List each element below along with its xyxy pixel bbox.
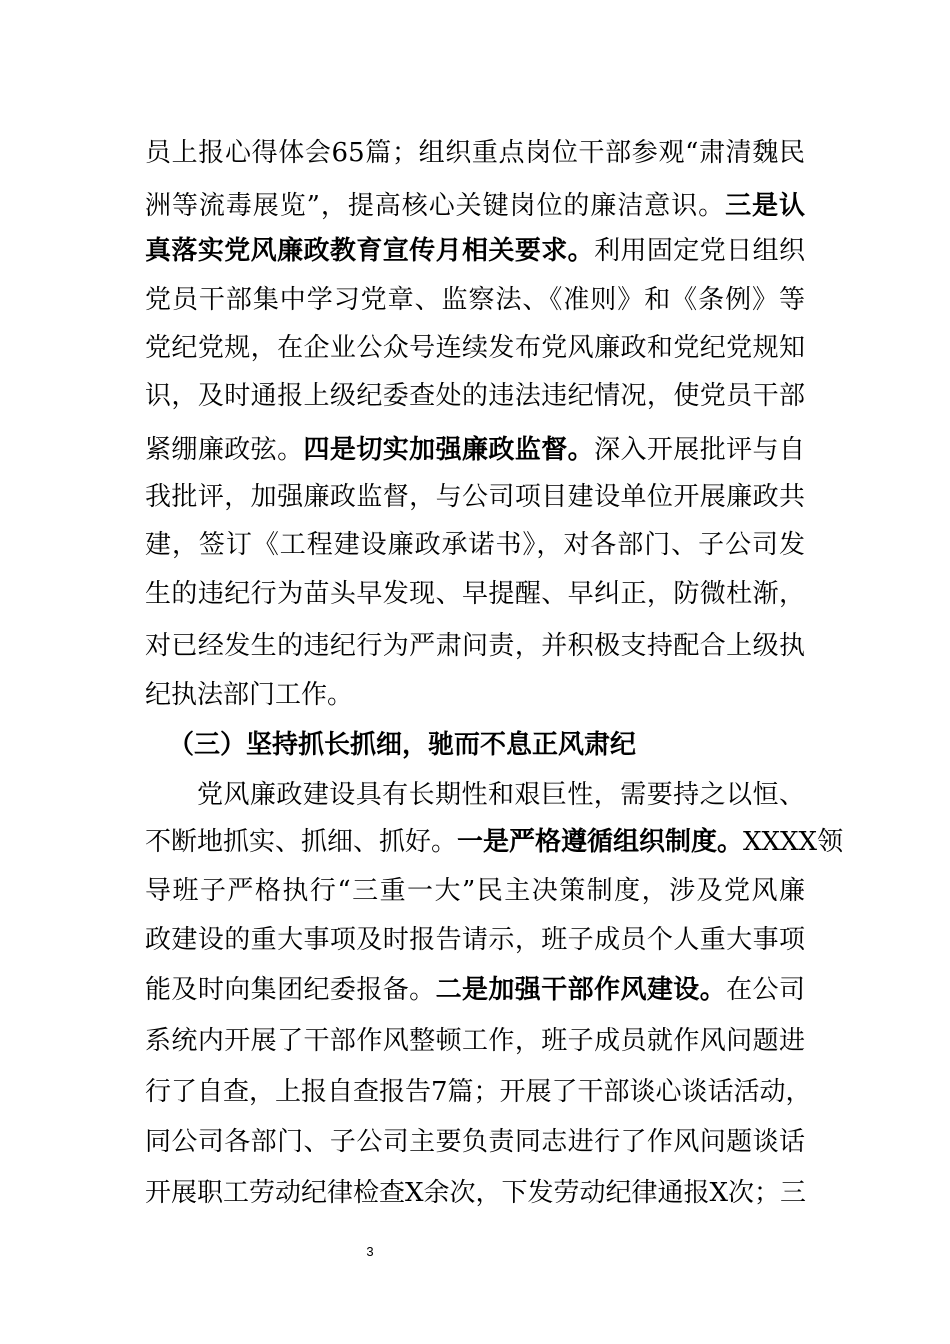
body-line bbox=[145, 970, 805, 1010]
emphasis-text: 三是认 bbox=[725, 191, 805, 221]
body-line bbox=[145, 920, 805, 960]
text-run: 识，及时通报上级纪委查处的违法违纪情况，使党员干部 bbox=[145, 381, 805, 411]
text-run: 能及时向集团纪委报备。 bbox=[145, 975, 436, 1005]
body-line bbox=[145, 280, 805, 320]
text-run: 洲等流毒展览”，提高核心关键岗位的廉洁意识。 bbox=[145, 191, 726, 221]
body-line bbox=[145, 626, 805, 666]
body-line bbox=[145, 1173, 805, 1213]
text-run: 不断地抓实、抓细、抓好。 bbox=[145, 827, 458, 857]
text-run: 党风廉政建设具有长期性和艰巨性，需要持之以恒、 bbox=[197, 780, 805, 810]
emphasis-text: 四是切实加强廉政监督。 bbox=[303, 435, 595, 465]
text-run: XXXX领 bbox=[743, 827, 844, 857]
body-line bbox=[145, 1122, 805, 1162]
text-run: 我批评，加强廉政监督，与公司项目建设单位开展廉政共 bbox=[145, 482, 805, 512]
text-run: 深入开展批评与自 bbox=[594, 435, 805, 465]
text-run: 党纪党规，在企业公众号连续发布党风廉政和党纪党规知 bbox=[145, 333, 805, 363]
text-run: 系统内开展了干部作风整顿工作，班子成员就作风问题进 bbox=[145, 1026, 805, 1056]
text-run: 生的违纪行为苗头早发现、早提醒、早纠正，防微杜渐， bbox=[145, 579, 805, 609]
text-run: 同公司各部门、子公司主要负责同志进行了作风问题谈话 bbox=[145, 1127, 805, 1157]
text-run: 行了自查，上报自查报告7篇；开展了干部谈心谈话活动， bbox=[145, 1077, 812, 1107]
body-line bbox=[145, 328, 805, 368]
body-line bbox=[145, 477, 805, 517]
body-line bbox=[145, 871, 805, 911]
body-line bbox=[145, 1072, 812, 1112]
text-run: 导班子严格执行“三重一大”民主决策制度，涉及党风廉 bbox=[145, 876, 805, 906]
body-line bbox=[197, 775, 805, 815]
text-run: 紧绷廉政弦。 bbox=[145, 435, 304, 465]
text-run: 政建设的重大事项及时报告请示，班子成员个人重大事项 bbox=[145, 925, 805, 955]
body-line bbox=[145, 525, 805, 565]
text-run: 开展职工劳动纪律检查X余次，下发劳动纪律通报X次；三 bbox=[145, 1178, 807, 1208]
body-line bbox=[145, 822, 844, 862]
body-line bbox=[145, 231, 805, 271]
page-number: 3 bbox=[366, 1244, 374, 1259]
text-run: 员上报心得体会65篇；组织重点岗位干部参观“肃清魏民 bbox=[145, 138, 805, 168]
body-line bbox=[145, 376, 805, 416]
text-run: 建，签订《工程建设廉政承诺书》，对各部门、子公司发 bbox=[145, 530, 805, 560]
text-run: 对已经发生的违纪行为严肃问责，并积极支持配合上级执 bbox=[145, 631, 805, 661]
body-line bbox=[145, 1021, 805, 1061]
body-line bbox=[145, 133, 805, 173]
text-run: 党员干部集中学习党章、监察法、《准则》和《条例》等 bbox=[145, 285, 805, 315]
section-heading: （三）坚持抓长抓细，驰而不息正风肃纪 bbox=[168, 730, 637, 760]
text-run: 利用固定党日组织 bbox=[594, 236, 805, 266]
text-run: 纪执法部门工作。 bbox=[145, 680, 354, 710]
body-line bbox=[145, 574, 805, 614]
body-line bbox=[145, 430, 805, 470]
emphasis-text: 一是严格遵循组织制度。 bbox=[457, 827, 744, 857]
emphasis-text: 真落实党风廉政教育宣传月相关要求。 bbox=[145, 236, 595, 266]
emphasis-text: 二是加强干部作风建设。 bbox=[435, 975, 727, 1005]
text-run: 在公司 bbox=[726, 975, 805, 1005]
body-line bbox=[145, 675, 805, 715]
body-line bbox=[145, 186, 805, 226]
